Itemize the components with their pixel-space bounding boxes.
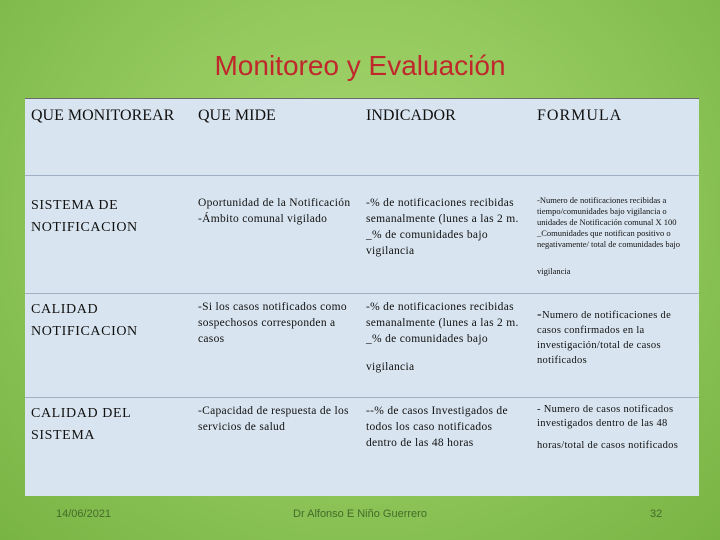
formula-line: -Numero de notificaciones recibidas a tiempo/comunidades bajo vigilancia o unidades de Notificación comunal X 100 [537, 195, 677, 227]
cell-indicador [360, 175, 531, 293]
cell-que-mide: -Si los casos notificados como sospechosos corresponden a casos [198, 301, 347, 345]
formula-line: Numero de notificaciones de casos confirmados en la investigación/total de casos notificados [537, 310, 672, 366]
header-que-mide: QUE MIDE [198, 107, 276, 124]
formula-line: horas/total de casos notificados [537, 440, 679, 451]
indicador-line: -% de notificaciones recibidas semanalmente (lunes a las 2 m. [366, 197, 519, 225]
cell-formula [531, 293, 699, 397]
cell-formula [531, 397, 699, 496]
cell-que-monitorear: CALIDAD NOTIFICACION [31, 302, 138, 339]
formula-dash: - [537, 307, 542, 322]
formula-line: vigilancia [537, 266, 571, 276]
cell-que-monitorear: CALIDAD DEL SISTEMA [31, 406, 131, 443]
table-row [25, 293, 699, 398]
formula-line: - Numero de casos notificados investigados dentro de las 48 [537, 404, 674, 429]
cell-indicador: --% de casos Investigados de todos los caso notificados dentro de las 48 horas [366, 405, 508, 449]
header-indicador: INDICADOR [366, 107, 456, 124]
cell-indicador [360, 293, 531, 397]
formula-line: _Comunidades que notifican positivo o negativamente/ total de comunidades bajo [537, 228, 681, 249]
cell-formula [531, 175, 699, 293]
indicador-line: _% de comunidades bajo vigilancia [366, 229, 488, 257]
header-formula: FORMULA [537, 107, 623, 124]
monitoring-table [25, 98, 699, 496]
slide-title: Monitoreo y Evaluación [214, 50, 506, 81]
indicador-line: vigilancia [366, 361, 415, 373]
footer-date: 14/06/2021 [56, 508, 112, 520]
cell-que-mide: Oportunidad de la Notificación -Ámbito comunal vigilado [198, 197, 351, 225]
table-header-row [25, 99, 699, 176]
cell-que-monitorear: SISTEMA DE NOTIFICACION [31, 198, 138, 235]
table-row [25, 175, 699, 294]
indicador-line: _% de comunidades bajo [366, 333, 488, 345]
page-number: 32 [650, 508, 663, 520]
table-row [25, 397, 699, 496]
footer-author: Dr Alfonso E Niño Guerrero [293, 508, 427, 520]
cell-que-mide: -Capacidad de respuesta de los servicios de salud [198, 405, 349, 433]
indicador-line: -% de notificaciones recibidas semanalmente (lunes a las 2 m. [366, 301, 519, 329]
header-que-monitorear: QUE MONITOREAR [31, 107, 175, 124]
